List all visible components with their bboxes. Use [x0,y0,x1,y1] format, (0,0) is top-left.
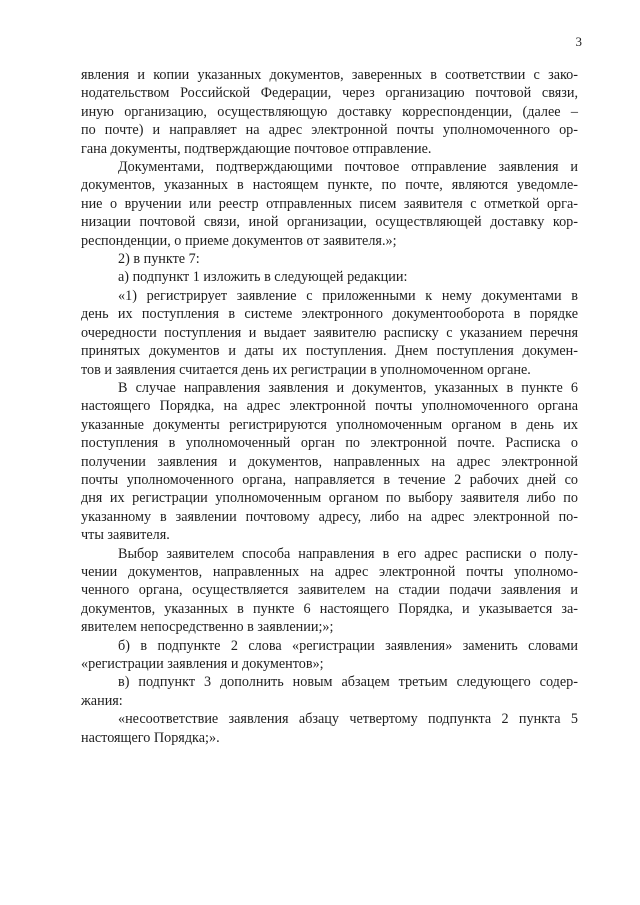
text-line: «1) регистрирует заявление с приложенными к нему документами в [118,287,578,304]
text-line: в) подпункт 3 дополнить новым абзацем третьим следующего содер- [118,674,578,691]
paragraph [81,268,578,286]
paragraph [81,379,578,545]
text-line: очередности поступления и выдает заявителю расписку с указанием перечня [81,324,578,341]
text-line: принятых документов и даты их поступления. Днем поступления докумен- [81,343,578,360]
text-line: Документами, подтверждающими почтовое отправление заявления и [118,159,578,176]
paragraph [81,66,578,158]
text-line: ние о вручении или реестр отправленных писем заявителя с отметкой орга- [81,195,578,212]
text-line: поступления в уполномоченный орган по электронной почте. Расписка о [81,435,578,452]
paragraph [81,637,578,674]
text-line: получении заявления и документов, направленных на адрес электронной [81,453,578,470]
text-line: нодательством Российской Федерации, через организацию почтовой связи, [81,85,578,102]
text-line: гана документы, подтверждающие почтовое отправление. [81,140,432,157]
text-line: дня их регистрации уполномоченным органом по выбору заявителя либо по [81,490,578,507]
text-line: жания: [81,692,123,709]
text-line: низации почтовой связи, иной организации, осуществляющей доставку кор- [81,214,578,231]
text-line: явителем непосредственно в заявлении;»; [81,619,334,636]
text-line: явления и копии указанных документов, заверенных в соответствии с зако- [81,67,578,83]
text-line: «регистрации заявления и документов»; [81,656,324,672]
text-line: указанному в заявлении почтовому адресу, либо на адрес электронной по- [81,508,578,525]
text-line: «несоответствие заявления абзацу четвертому подпункта 2 пункта 5 [118,711,578,728]
page-number: 3 [575,34,582,49]
paragraph [81,158,578,250]
text-line: почты уполномоченного органа, направляется в течение 2 рабочих дней со [81,471,578,488]
text-line: день их поступления в системе электронного документооборота в порядке [81,306,578,323]
text-line: документов, указанных в пункте 6 настоящего Порядка, и указывается за- [81,600,578,617]
text-line: чты заявителя. [81,527,170,544]
paragraph [81,287,578,379]
paragraph [81,250,578,268]
text-line: 2) в пункте 7: [118,251,200,268]
text-line: документов, указанных в настоящем пункте, по почте, являются уведомле- [81,177,578,194]
text-line: указанные документы регистрируются уполномоченным органом в день их [81,416,578,433]
text-line: иную организацию, осуществляющую доставку корреспонденции, (далее – [81,103,578,120]
text-line: респонденции, о приеме документов от заявителя.»; [81,232,397,249]
text-line: ченного органа, осуществляется заявителем на стадии подачи заявления и [81,582,578,599]
text-line: Выбор заявителем способа направления в его адрес расписки о полу- [118,545,578,562]
text-line: чении документов, направленных на адрес электронной почты уполномо- [81,563,578,580]
paragraph [81,710,578,747]
text-line: настоящего Порядка;». [81,729,220,746]
paragraph [81,673,578,710]
text-line: тов и заявления считается день их регистрации в уполномоченном органе. [81,361,531,378]
text-line: настоящего Порядка, на адрес электронной почты уполномоченного органа [81,398,578,415]
text-line: б) в подпункте 2 слова «регистрации заявления» заменить словами [118,637,578,654]
document-body [81,66,578,747]
paragraph [81,545,578,637]
text-line: а) подпункт 1 изложить в следующей редакции: [118,269,408,286]
text-line: по почте) и направляет на адрес электронной почты уполномоченного ор- [81,122,578,139]
text-line: В случае направления заявления и документов, указанных в пункте 6 [118,379,578,396]
